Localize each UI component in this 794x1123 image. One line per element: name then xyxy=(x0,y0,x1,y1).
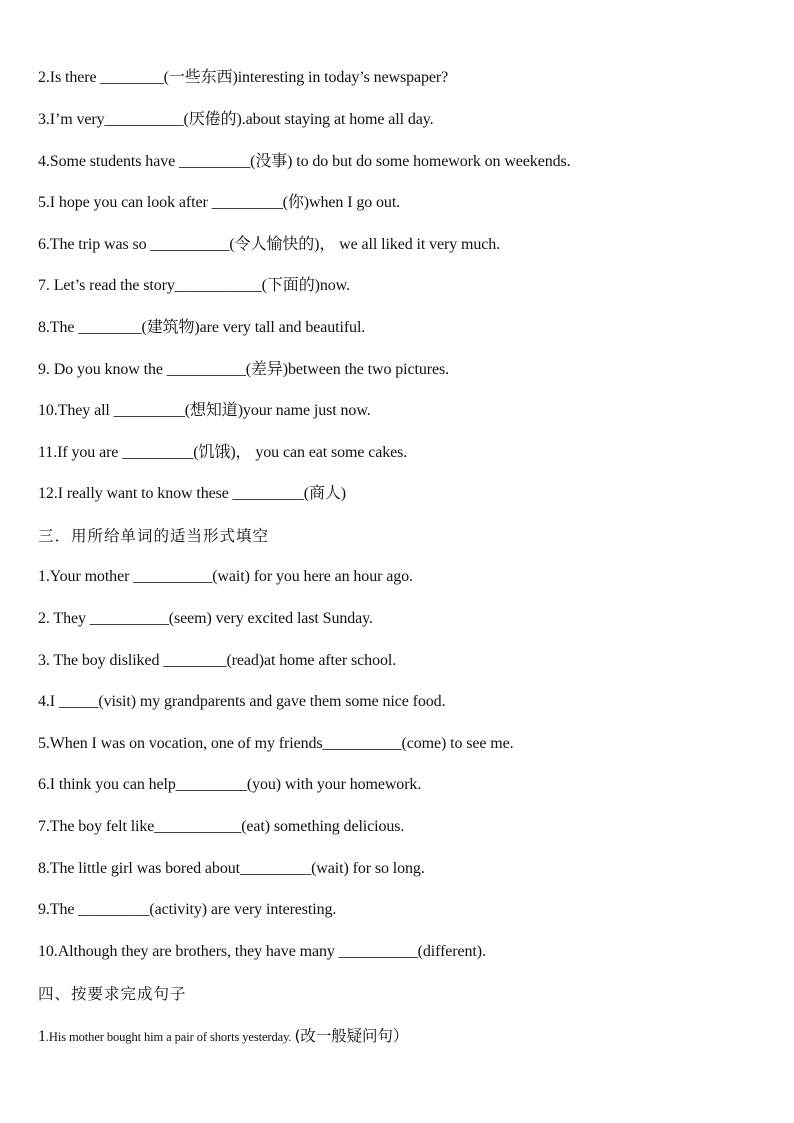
section2-item-9: 9. Do you know the __________(差异)between the two pictures. xyxy=(38,361,450,378)
section3-item-9: 9.The _________(activity) are very interesting. xyxy=(38,901,337,918)
section2-item-12: 12.I really want to know these _________(商人) xyxy=(38,485,346,502)
section2-item-5: 5.I hope you can look after _________(你)when I go out. xyxy=(38,194,401,211)
section3-heading: 三．用所给单词的适当形式填空 xyxy=(38,527,270,545)
section2-item-2: 2.Is there ________(一些东西)interesting in today’s newspaper? xyxy=(38,69,449,86)
section3-item-8: 8.The little girl was bored about_________(wait) for so long. xyxy=(38,860,425,877)
section2-item-11: 11.If you are _________(饥饿)， you can eat some cakes. xyxy=(38,444,408,461)
section3-item-10: 10.Although they are brothers, they have many __________(different). xyxy=(38,943,486,960)
section2-item-8: 8.The ________(建筑物)are very tall and beautiful. xyxy=(38,319,366,336)
section2-item-3: 3.I’m very__________(厌倦的).about staying at home all day. xyxy=(38,111,434,128)
section4-item-1-text: .His mother bought him a pair of shorts yesterday. xyxy=(45,1030,295,1044)
section4-item-1-number: 1 xyxy=(38,1028,46,1045)
section2-item-4: 4.Some students have _________(没事) to do but do some homework on weekends. xyxy=(38,153,571,170)
section2-item-6: 6.The trip was so __________(令人愉快的)， we all liked it very much. xyxy=(38,236,501,253)
section4-heading: 四、按要求完成句子 xyxy=(38,985,187,1003)
section2-item-10: 10.They all _________(想知道)your name just now. xyxy=(38,402,371,419)
section3-item-7: 7.The boy felt like___________(eat) something delicious. xyxy=(38,818,405,835)
section3-item-3: 3. The boy disliked ________(read)at home after school. xyxy=(38,652,397,669)
section3-item-5: 5.When I was on vocation, one of my friends__________(come) to see me. xyxy=(38,735,514,752)
section3-item-6: 6.I think you can help_________(you) with your homework. xyxy=(38,776,422,793)
section3-item-4: 4.I _____(visit) my grandparents and gave them some nice food. xyxy=(38,693,446,710)
section2-item-7: 7. Let’s read the story___________(下面的)now. xyxy=(38,277,350,294)
section4-item-1 xyxy=(38,1026,408,1047)
section4-item-1-note: (改一般疑问句） xyxy=(294,1027,409,1045)
section3-item-1: 1.Your mother __________(wait) for you here an hour ago. xyxy=(38,568,413,585)
section3-item-2: 2. They __________(seem) very excited last Sunday. xyxy=(38,610,373,627)
